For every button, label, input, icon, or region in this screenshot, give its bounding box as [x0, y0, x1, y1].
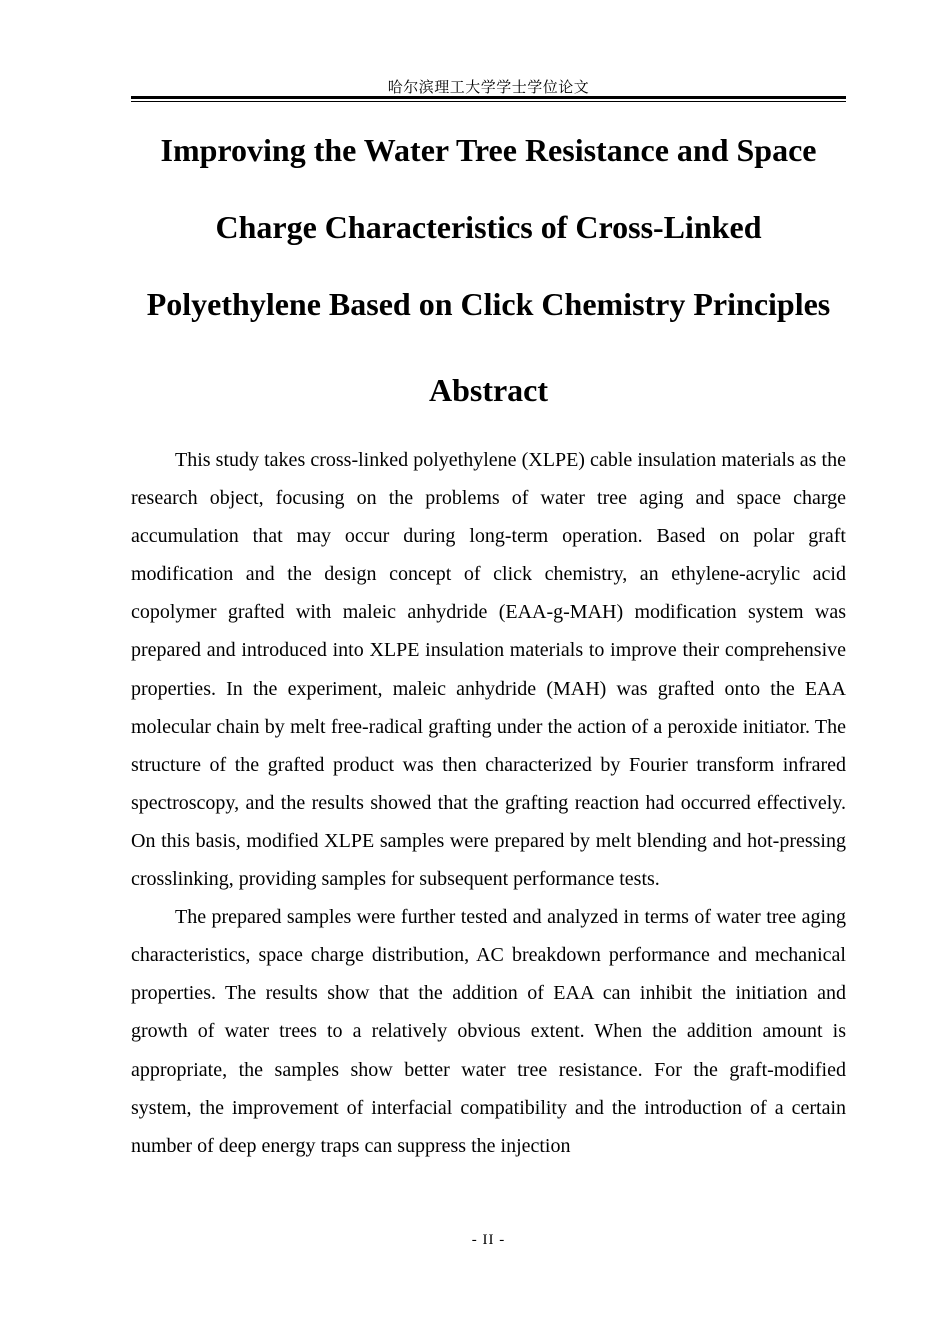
abstract-body [131, 441, 846, 1165]
header-rule-thin [131, 101, 846, 102]
title-line-1: Improving the Water Tree Resistance and Space [160, 132, 817, 168]
abstract-paragraph-2: The prepared samples were further tested and analyzed in terms of water tree aging characteristics, space charge distribution, AC breakdown performance and mechanical properties. The results show that the addition of EAA can inhibit the initiation and growth of water trees to a relatively obvious extent. When the addition amount is appropriate, the samples show better water tree resistance. For the graft-modified system, the improvement of interfacial compatibility and the introduction of a certain number of deep energy traps can suppress the injection [131, 906, 846, 1157]
page-number: - II - [471, 1232, 506, 1248]
thesis-title [131, 112, 846, 343]
title-line-3: Polyethylene Based on Click Chemistry Principles [146, 286, 831, 322]
header-rule-thick [131, 96, 846, 99]
title-line-2: Charge Characteristics of Cross-Linked [215, 209, 762, 245]
abstract-paragraph-1: This study takes cross-linked polyethylene (XLPE) cable insulation materials as the research object, focusing on the problems of water tree aging and space charge accumulation that may occur during long-term operation. Based on polar graft modification and the design concept of click chemistry, an ethylene-acrylic acid copolymer grafted with maleic anhydride (EAA-g-MAH) modification system was prepared and introduced into XLPE insulation materials to improve their comprehensive properties. In the experiment, maleic anhydride (MAH) was grafted onto the EAA molecular chain by melt free-radical grafting under the action of a peroxide initiator. The structure of the grafted product was then characterized by Fourier transform infrared spectroscopy, and the results showed that the grafting reaction had occurred effectively. On this basis, modified XLPE samples were prepared by melt blending and hot-pressing crosslinking, providing samples for subsequent performance tests. [131, 449, 846, 891]
running-header: 哈尔滨理工大学学士学位论文 [387, 80, 590, 96]
abstract-heading: Abstract [428, 372, 549, 408]
